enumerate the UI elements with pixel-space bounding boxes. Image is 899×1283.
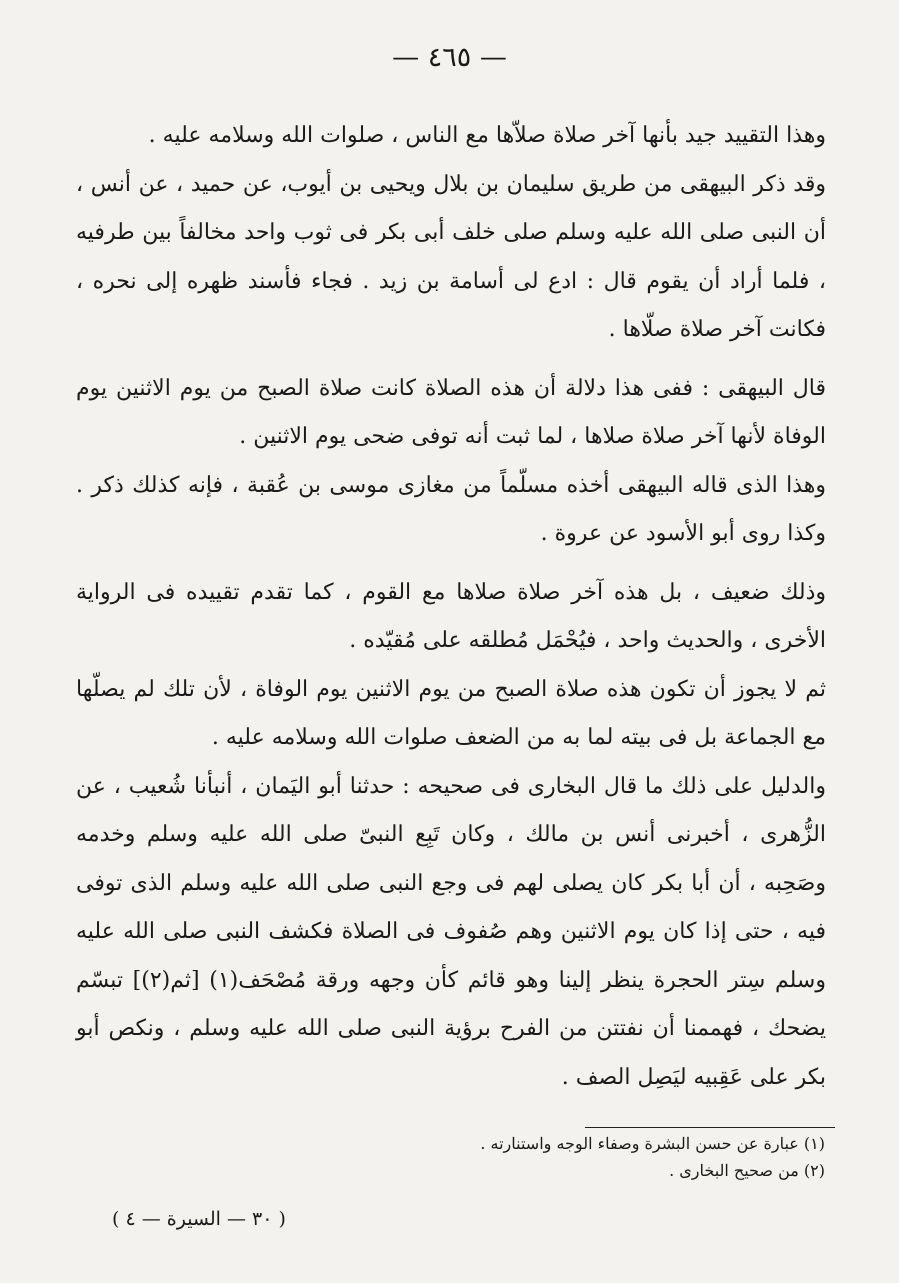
paragraph: ثم لا يجوز أن تكون هذه صلاة الصبح من يوم الاثنين يوم الوفاة ، لأن تلك لم يصلّها مع الجماعة بل فى بيته لما به من الضعف صلوات الله وسلامه عليه . xyxy=(76,676,826,750)
printer-signature: ( ٣٠ — السيرة — ٤ ) xyxy=(112,1208,286,1230)
main-text xyxy=(76,112,826,1102)
footnotes xyxy=(75,1130,825,1184)
paragraph: وهذا التقييد جيد بأنها آخر صلاة صلاّها مع الناس ، صلوات الله وسلامه عليه . xyxy=(148,123,826,148)
paragraph: والدليل على ذلك ما قال البخارى فى صحيحه : حدثنا أبو اليَمان ، أنبأنا شُعيب ، عن الزُّهرى ، أخبرنى أنس بن مالك ، وكان تَبِع النبىّ صلى الله عليه وسلم وخدمه وصَحِبه ، أن أبا بكر كان يصلى لهم فى وجع النبى صلى الله عليه وسلم الذى توفى فيه ، حتى إذا كان يوم الاثنين وهم صُفوف فى الصلاة فكشف النبى صلى الله عليه وسلم سِتر الحجرة ينظر إلينا وهو قائم كأن وجهه ورقة مُصْحَف(١) [ثم(٢)] تبسّم يضحك ، فهممنا أن نفتتن من الفرح برؤية النبى صلى الله عليه وسلم ، ونكص أبو بكر على عَقِبيه ليَصِل الصف . xyxy=(76,773,826,1090)
footnote-divider xyxy=(585,1127,835,1128)
footnote: (٢) من صحيح البخارى . xyxy=(669,1161,825,1180)
paragraph: وهذا الذى قاله البيهقى أخذه مسلّماً من مغازى موسى بن عُقبة ، فإنه كذلك ذكر . وكذا روى أبو الأسود عن عروة . xyxy=(76,472,826,546)
paragraph: وذلك ضعيف ، بل هذه آخر صلاة صلاها مع القوم ، كما تقدم تقييده فى الرواية الأخرى ، والحديث واحد ، فيُحْمَل مُطلقه على مُقيّده . xyxy=(76,579,826,653)
paragraph: وقد ذكر البيهقى من طريق سليمان بن بلال ويحيى بن أيوب، عن حميد ، عن أنس ، أن النبى صلى الله عليه وسلم صلى خلف أبى بكر فى ثوب واحد مخالفاً بين طرفيه ، فلما أراد أن يقوم قال : ادع لى أسامة بن زيد . فجاء فأسند ظهره إلى نحره ، فكانت آخر صلاة صلّاها . xyxy=(76,171,826,342)
paragraph: قال البيهقى : ففى هذا دلالة أن هذه الصلاة كانت صلاة الصبح من يوم الاثنين يوم الوفاة لأنها آخر صلاة صلاها ، لما ثبت أنه توفى ضحى يوم الاثنين . xyxy=(76,375,826,449)
page-number: — ٤٦٥ — xyxy=(392,42,507,73)
footnote: (١) عبارة عن حسن البشرة وصفاء الوجه واستنارته . xyxy=(480,1134,825,1153)
